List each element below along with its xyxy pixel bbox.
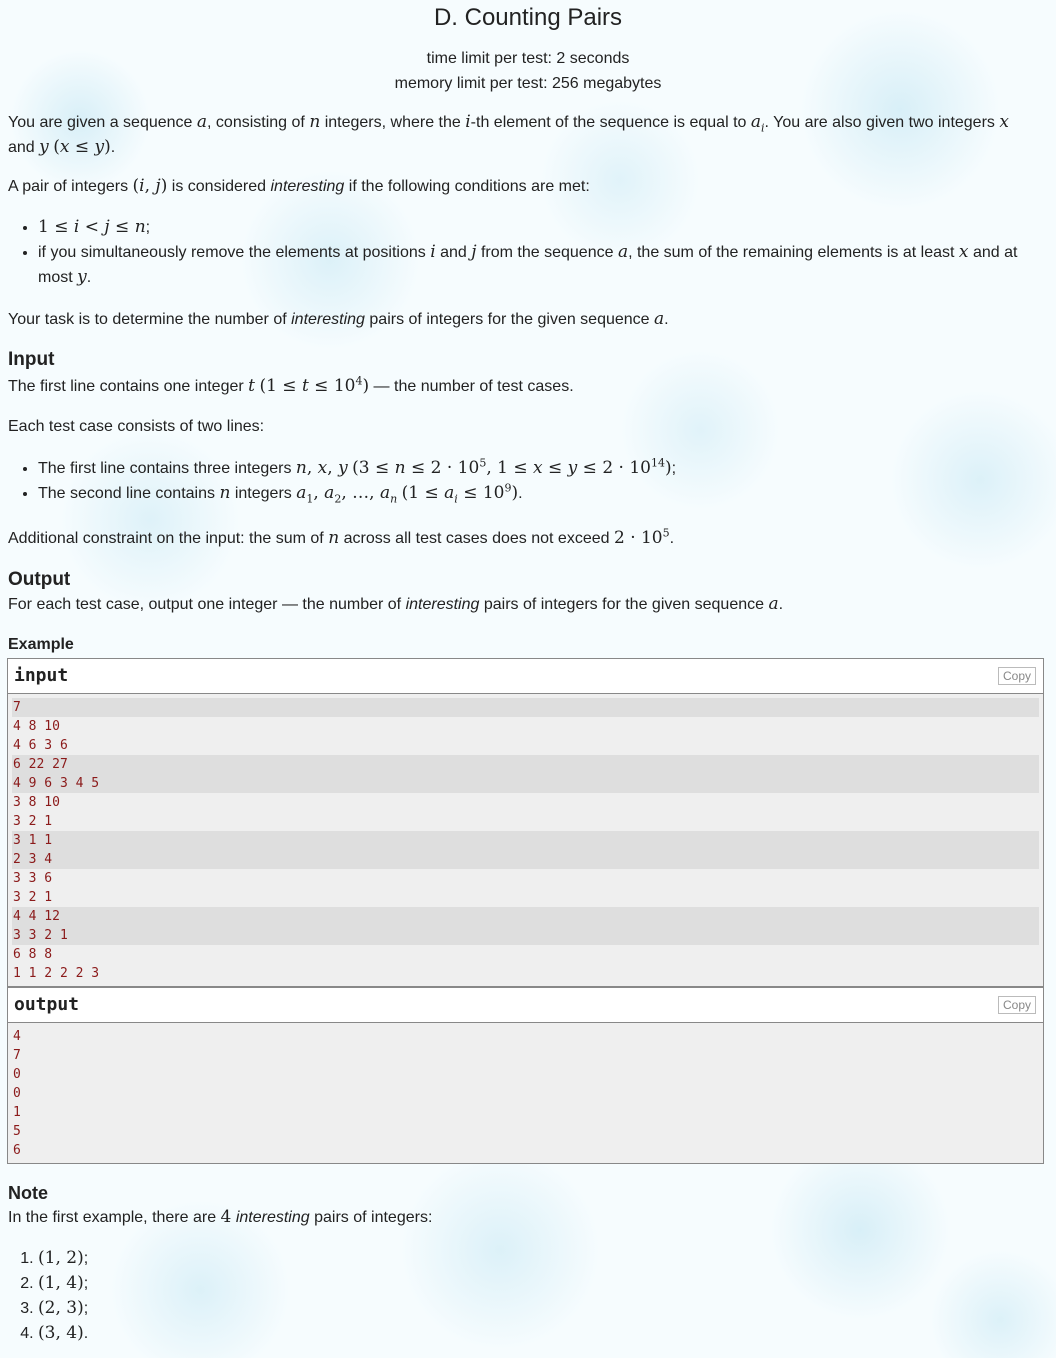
sample-input-box	[7, 658, 1044, 987]
input-paragraph-3: Additional constraint on the input: the sum of n across all test cases does not exceed $2 \cdot 10^5$.	[8, 526, 675, 548]
list-item: • 1 ≤ i < j ≤ n;	[38, 215, 1048, 240]
input-paragraph-2: Each test case consists of two lines:	[8, 418, 265, 435]
problem-title: D. Counting Pairs	[433, 4, 623, 31]
note-pair-value: (1, 2)	[38, 1248, 84, 1268]
input-heading: Input	[8, 349, 55, 370]
note-pair-item: 2. (1, 4);	[38, 1271, 88, 1296]
sample-input-line: 3 1 1	[12, 831, 1039, 850]
conditions-list	[8, 215, 1048, 290]
note-pair-value: (1, 4)	[38, 1273, 84, 1293]
statement-paragraph-1: You are given a sequence a, consisting of n integers, where the i-th element of the sequence is equal to $a_i$. You are also given two integers x and y (x ≤ y).	[8, 112, 1009, 157]
note-pair-value: (2, 3)	[38, 1298, 84, 1318]
sample-input-line: 3 3 2 1	[12, 926, 1039, 945]
sample-output-label: output	[14, 994, 80, 1015]
sample-output-box	[7, 987, 1044, 1164]
note-pair-item: 4. (3, 4).	[38, 1321, 88, 1346]
output-heading: Output	[8, 569, 71, 590]
sample-input-line: 4 8 10	[13, 719, 60, 734]
note-heading: Note	[8, 1183, 48, 1203]
copy-input-button[interactable]: Copy	[998, 667, 1036, 685]
sample-input-line: 3 2 1	[13, 814, 53, 829]
sample-input-line: 4 4 12	[12, 907, 1039, 926]
sample-input-line: 6 22 27	[12, 755, 1039, 774]
problem-limits	[0, 46, 1056, 96]
list-item: • The second line contains n integers $a_1$, $a_2$, …, $a_n$ $(1 \le a_i \le 10^9)$.	[38, 481, 1048, 506]
sample-input-line: 1 1 2 2 2 3	[13, 966, 100, 981]
time-limit: time limit per test: 2 seconds	[426, 50, 630, 67]
note-pair-item: 3. (2, 3);	[38, 1296, 88, 1321]
sample-input-line: 7	[12, 698, 1039, 717]
statement-paragraph-3: Your task is to determine the number of interesting pairs of integers for the given sequence a.	[8, 309, 669, 329]
sample-output-line: 5	[13, 1124, 21, 1139]
statement-paragraph-2: A pair of integers (i, j) is considered interesting if the following conditions are met:	[8, 176, 590, 196]
note-pair-value: (3, 4)	[38, 1323, 84, 1343]
sample-input-label: input	[14, 665, 69, 686]
note-paragraph: In the first example, there are 4 interesting pairs of integers:	[8, 1207, 433, 1227]
copy-output-button[interactable]: Copy	[998, 996, 1036, 1014]
memory-limit: memory limit per test: 256 megabytes	[394, 75, 662, 92]
sample-input-line: 3 8 10	[13, 795, 60, 810]
sample-output-line: 6	[13, 1143, 21, 1158]
sample-input-line: 3 3 6	[13, 871, 53, 886]
sample-output-line: 0	[13, 1086, 21, 1101]
input-paragraph-1: The first line contains one integer t $(1 \le t \le 10^4)$ — the number of test cases.	[8, 374, 574, 396]
sample-input-lines	[8, 694, 1043, 986]
sample-input-line: 6 8 8	[13, 947, 53, 962]
sample-input-line: 4 6 3 6	[13, 738, 68, 753]
sample-output-line: 7	[13, 1048, 21, 1063]
list-item: • if you simultaneously remove the elements at positions i and j from the sequence a, the sum of the remaining elements is at least x and at most y.	[38, 240, 1048, 290]
note-pair-item: 1. (1, 2);	[38, 1246, 88, 1271]
sample-input-header	[8, 659, 1043, 694]
sample-input-line: 2 3 4	[12, 850, 1039, 869]
example-title: Example	[8, 636, 74, 653]
output-paragraph: For each test case, output one integer — the number of interesting pairs of integers for the given sequence a.	[8, 594, 784, 614]
sample-output-line: 4	[13, 1029, 21, 1044]
sample-output-lines	[8, 1023, 1043, 1163]
list-item: • The first line contains three integers n, x, y ($3 \le n \le 2 \cdot 10^5$, $1 \le x \le y \le 2 \cdot 10^{14}$);	[38, 456, 1048, 481]
note-pairs-list	[8, 1246, 88, 1346]
input-format-list	[8, 456, 1048, 506]
sample-output-line: 1	[13, 1105, 21, 1120]
sample-input-line: 4 9 6 3 4 5	[12, 774, 1039, 793]
sample-input-line: 3 2 1	[13, 890, 53, 905]
sample-output-line: 0	[13, 1067, 21, 1082]
sample-output-header	[8, 988, 1043, 1023]
